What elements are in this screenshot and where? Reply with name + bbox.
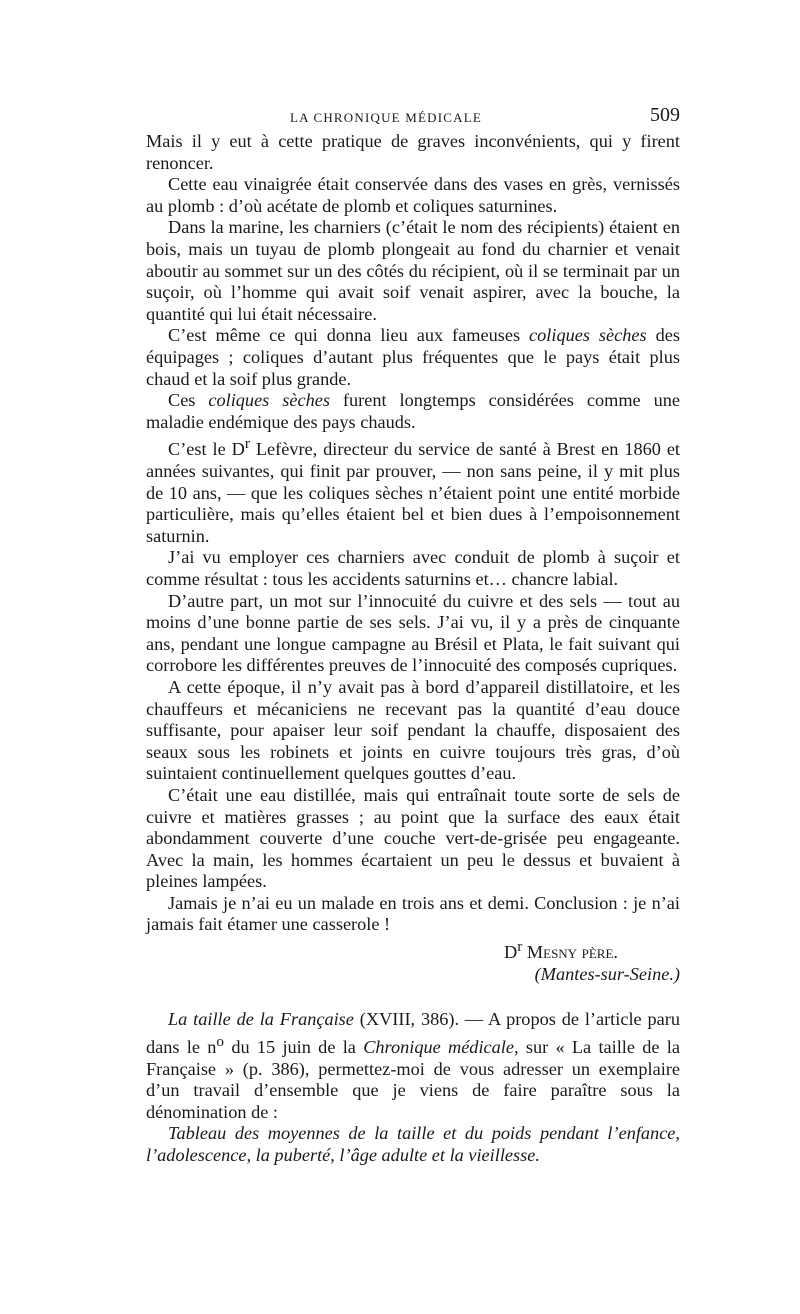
paragraph-4 xyxy=(146,325,680,390)
paragraph-4-text-c: des équipages ; coliques d’autant plus fréquentes que le pays était plus chaud et la soif plus grande. xyxy=(146,325,680,389)
paragraph-5-text-c: furent longtemps considérées comme une maladie endémique des pays chauds. xyxy=(146,390,680,432)
signature-sup: r xyxy=(517,938,523,956)
paragraph-4-text-a: C’est même ce qui donna lieu aux fameuses xyxy=(168,325,530,346)
paragraph-12-text-b: (XVIII, 386). — A propos de l’article paru dans le n xyxy=(146,1009,680,1058)
signature xyxy=(146,936,680,964)
signature-place: (Mantes-sur-Seine.) xyxy=(534,963,680,984)
signature-text-a: D xyxy=(504,942,518,963)
page-number: 509 xyxy=(650,104,680,126)
paragraph-12-text-c: du 15 juin de la xyxy=(224,1037,364,1058)
paragraph-6 xyxy=(146,433,680,547)
paragraph-12-italic: Chronique médicale xyxy=(363,1037,514,1058)
paragraph-12-text-e: , sur « La taille de la Française » (p. 386), permettez-moi de vous adresser un exemplaire d’un travail d’ensemble que je viens de faire paraître sous la dénomination de : xyxy=(146,1037,681,1122)
running-head xyxy=(148,104,680,128)
paragraph-13: Tableau des moyennes de la taille et du poids pendant l’enfance, l’adolescence, la puberté, l’âge adulte et la vieillesse. xyxy=(146,1123,680,1165)
section-gap xyxy=(146,985,680,1009)
paragraph-2: Cette eau vinaigrée était conservée dans des vases en grès, vernissés au plomb : d’où acétate de plomb et coliques saturnines. xyxy=(146,174,680,216)
paragraph-8: D’autre part, un mot sur l’innocuité du cuivre et des sels — tout au moins d’une bonne partie de ses sels. J’ai vu, il y a près de cinquante ans, pendant une longue campagne au Brésil et Plata, le fait suivant qui corrobore les différentes preuves de l’innocuité des composés cupriques. xyxy=(146,590,680,676)
paragraph-5 xyxy=(146,390,680,433)
paragraph-4-italic: coliques sèches xyxy=(529,325,647,346)
paragraph-12-sup: o xyxy=(216,1032,225,1050)
paragraph-9: A cette époque, il n’y avait pas à bord d’appareil distillatoire, et les chauffeurs et mécaniciens ne recevant pas la quantité d’eau douce suffisante, pour apaiser leur soif pendant la chauffe, disposaient des seaux sous les robinets et joints en cuivre toujours très gras, d’où suintaient continuellement quelques gouttes d’eau. xyxy=(146,676,680,784)
paragraph-1: Mais il y eut à cette pratique de graves inconvénients, qui y firent renoncer. xyxy=(146,131,680,173)
paragraph-7: J’ai vu employer ces charniers avec conduit de plomb à suçoir et comme résultat : tous les accidents saturnins et… chancre labial. xyxy=(146,547,680,589)
paragraph-6-text-b: Lefèvre, directeur du service de santé à Brest en 1860 et années suivantes, qui finit par prouver, — non sans peine, il y mit plus de 10 ans, — que les coliques sèches n’étaient point une entité morbide particulière, mais qu’elles étaient bel et bien dues à l’empoisonnement saturnin. xyxy=(146,439,681,546)
paragraph-6-sup: r xyxy=(244,435,250,453)
paragraph-3: Dans la marine, les charniers (c’était le nom des récipients) étaient en bois, mais un tuyau de plomb plongeait au fond du charnier et venait aboutir au sommet sur un des côtés du récipient, où il se terminait par un suçoir, où l’homme qui avait soif venait aspirer, avec la bouche, la quantité qui lui était nécessaire. xyxy=(146,217,680,324)
paragraph-12-title: La taille de la Française xyxy=(168,1009,354,1030)
paragraph-11: Jamais je n’ai eu un malade en trois ans et demi. Conclusion : je n’ai jamais fait étamer une casserole ! xyxy=(146,892,680,935)
paragraph-6-text-a: C’est le D xyxy=(168,439,245,460)
paragraph-5-italic: coliques sèches xyxy=(208,390,330,411)
paragraph-5-text-a: Ces xyxy=(168,390,209,411)
signature-text-b: Mesny père. xyxy=(522,942,618,963)
paragraph-12 xyxy=(146,1009,680,1123)
paragraph-10: C’était une eau distillée, mais qui entraînait toute sorte de sels de cuivre et matières grasses ; au point que la surface des eaux était abondamment couverte d’une couche vert-de-grisée peu engageante. Avec la main, les hommes écartaient un peu le dessus et buvaient à pleines lampées. xyxy=(146,784,680,892)
running-title: LA CHRONIQUE MÉDICALE xyxy=(290,110,483,125)
body-text xyxy=(146,131,680,1167)
